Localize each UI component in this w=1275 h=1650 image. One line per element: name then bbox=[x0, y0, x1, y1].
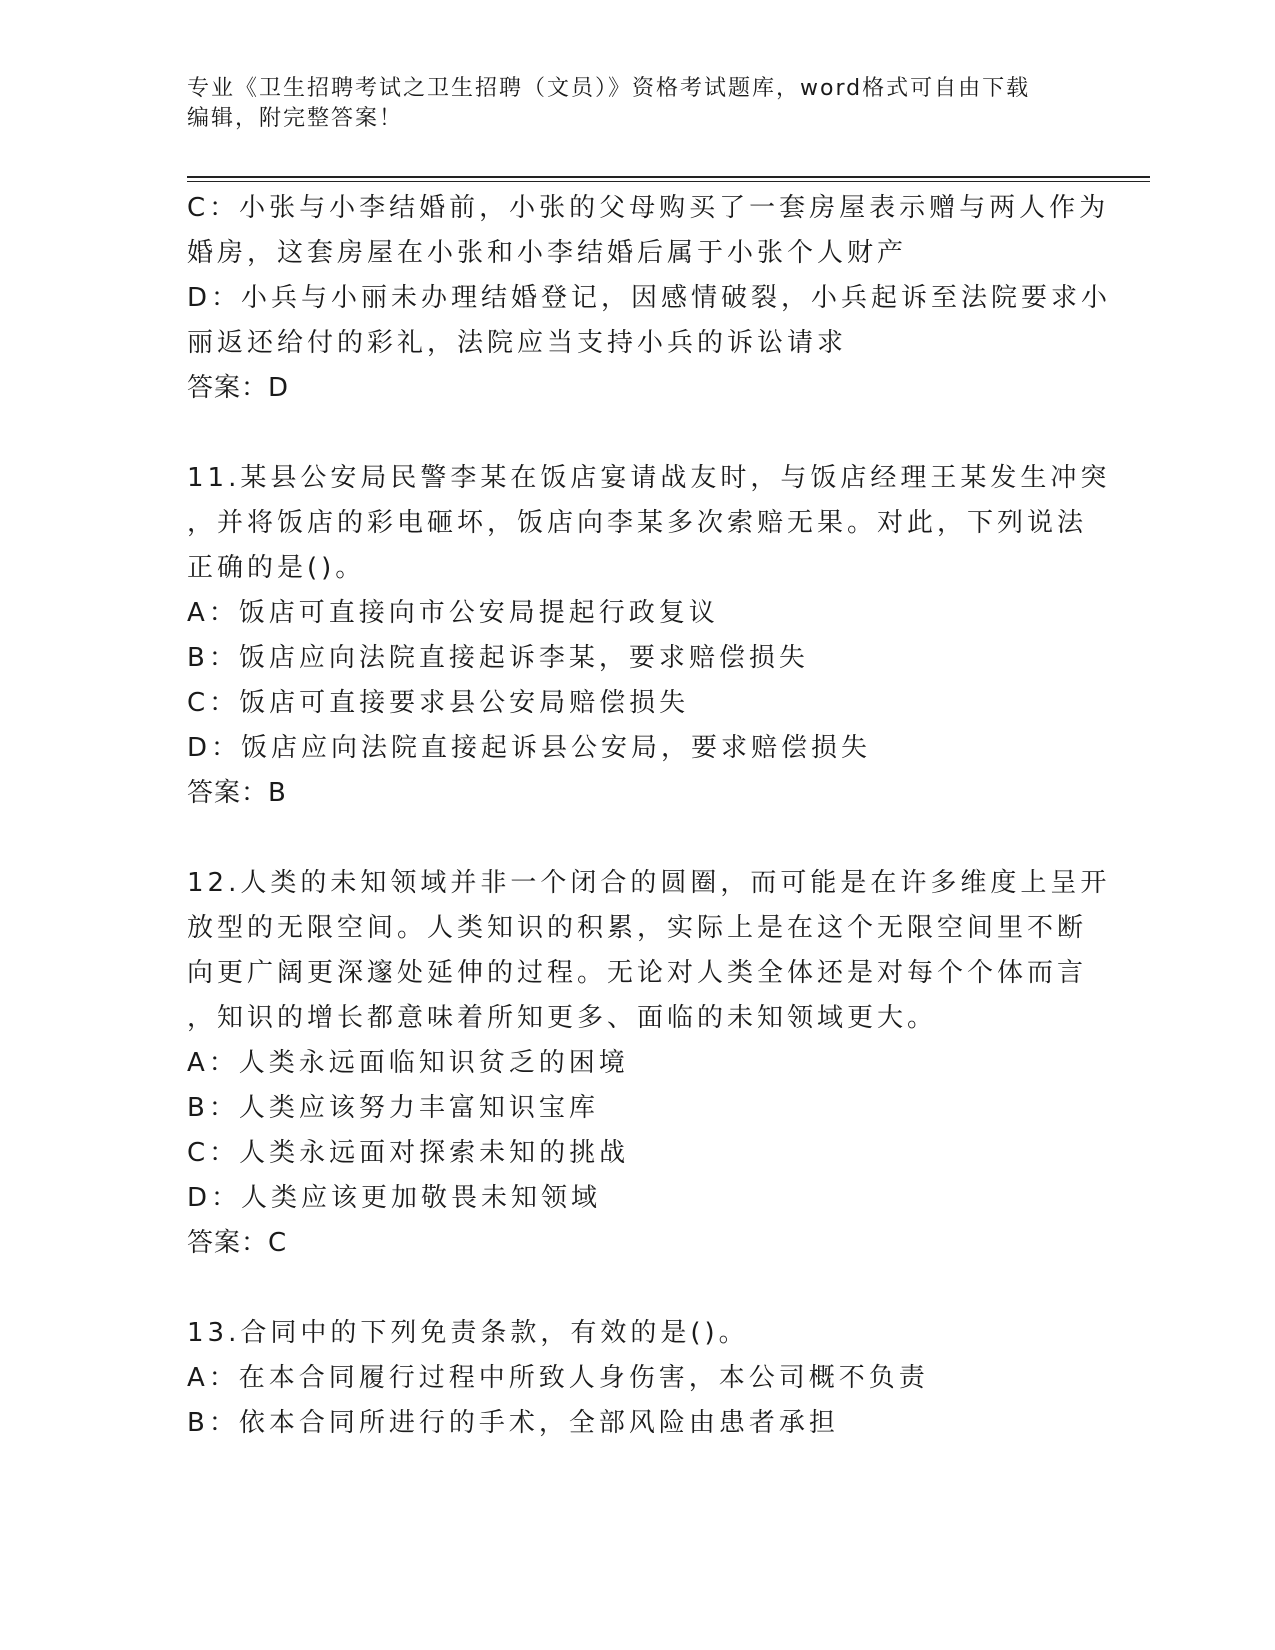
q12-stem-line-4: ，知识的增长都意味着所知更多、面临的未知领域更大。 bbox=[187, 1003, 938, 1033]
header-line-1: 专业《卫生招聘考试之卫生招聘（文员）》资格考试题库，word格式可自由下载 bbox=[187, 76, 1031, 101]
q10-answer: 答案：D bbox=[187, 373, 290, 403]
q11-option-c: C：饭店可直接要求县公安局赔偿损失 bbox=[187, 688, 690, 718]
page-header bbox=[187, 74, 1087, 134]
q10-option-c-line-2: 婚房，这套房屋在小张和小李结婚后属于小张个人财产 bbox=[187, 238, 908, 268]
header-divider-thick bbox=[187, 176, 1150, 178]
q10-option-d-line-1: D：小兵与小丽未办理结婚登记，因感情破裂，小兵起诉至法院要求小 bbox=[187, 283, 1112, 313]
q11-option-a: A：饭店可直接向市公安局提起行政复议 bbox=[187, 598, 719, 628]
q12-option-a: A：人类永远面临知识贫乏的困境 bbox=[187, 1048, 629, 1078]
q10-option-d-line-2: 丽返还给付的彩礼，法院应当支持小兵的诉讼请求 bbox=[187, 328, 848, 358]
q12-option-c: C：人类永远面对探索未知的挑战 bbox=[187, 1138, 630, 1168]
q11-stem-line-3: 正确的是()。 bbox=[187, 553, 366, 583]
q11-option-b: B：饭店应向法院直接起诉李某，要求赔偿损失 bbox=[187, 643, 809, 673]
q11-stem-line-2: ，并将饭店的彩电砸坏，饭店向李某多次索赔无果。对此，下列说法 bbox=[187, 508, 1088, 538]
q12-answer: 答案：C bbox=[187, 1228, 288, 1258]
q11-stem-line-1: 11.某县公安局民警李某在饭店宴请战友时，与饭店经理王某发生冲突 bbox=[187, 463, 1111, 493]
q11-answer: 答案：B bbox=[187, 778, 287, 808]
q12-stem-line-1: 12.人类的未知领域并非一个闭合的圆圈，而可能是在许多维度上呈开 bbox=[187, 868, 1111, 898]
q13-option-a: A：在本合同履行过程中所致人身伤害，本公司概不负责 bbox=[187, 1363, 929, 1393]
q12-option-d: D：人类应该更加敬畏未知领域 bbox=[187, 1183, 602, 1213]
q11-option-d: D：饭店应向法院直接起诉县公安局，要求赔偿损失 bbox=[187, 733, 872, 763]
q12-stem-line-3: 向更广阔更深邃处延伸的过程。无论对人类全体还是对每个个体而言 bbox=[187, 958, 1088, 988]
q12-stem-line-2: 放型的无限空间。人类知识的积累，实际上是在这个无限空间里不断 bbox=[187, 913, 1088, 943]
header-line-2: 编辑，附完整答案！ bbox=[187, 106, 404, 131]
q10-option-c-line-1: C：小张与小李结婚前，小张的父母购买了一套房屋表示赠与两人作为 bbox=[187, 193, 1110, 223]
q13-option-b: B：依本合同所进行的手术，全部风险由患者承担 bbox=[187, 1408, 839, 1438]
q12-option-b: B：人类应该努力丰富知识宝库 bbox=[187, 1093, 599, 1123]
header-divider-thin bbox=[187, 181, 1150, 182]
q13-stem-line-1: 13.合同中的下列免责条款，有效的是()。 bbox=[187, 1318, 749, 1348]
